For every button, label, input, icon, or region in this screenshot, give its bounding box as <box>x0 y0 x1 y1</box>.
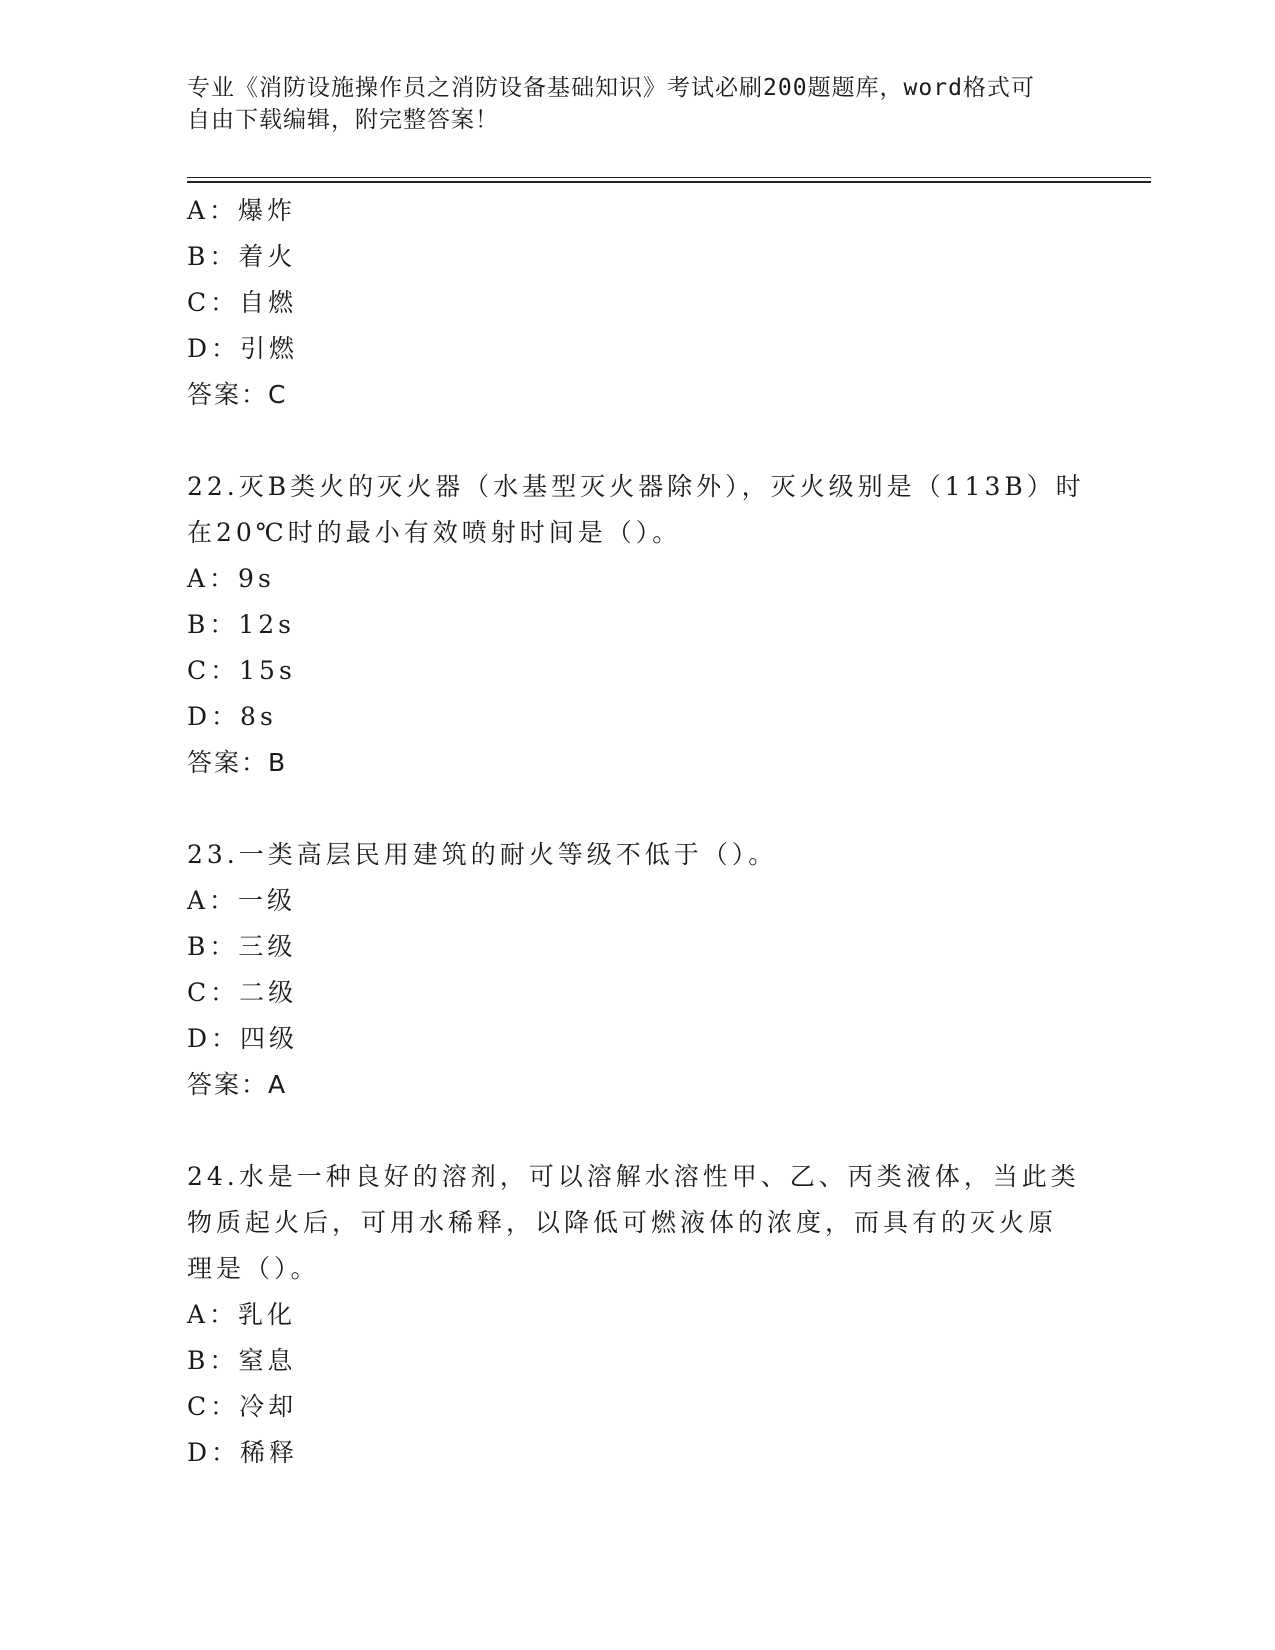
header-rule-thick <box>187 181 1151 183</box>
document-header <box>187 72 1087 136</box>
option-d: D：四级 <box>187 1024 299 1053</box>
question-text: 物质起火后，可用水稀释，以降低可燃液体的浓度，而具有的灭火原 <box>187 1208 1058 1237</box>
question-block-partial <box>187 188 1087 418</box>
answer-line: 答案：A <box>187 1070 288 1099</box>
question-text: 在20℃时的最小有效喷射时间是（）。 <box>187 518 682 547</box>
option-c: C：二级 <box>187 978 298 1007</box>
option-b: B：12s <box>187 610 296 639</box>
header-line-2: 自由下载编辑，附完整答案！ <box>187 107 499 133</box>
question-text: 23.一类高层民用建筑的耐火等级不低于（）。 <box>187 840 778 869</box>
option-d: D：引燃 <box>187 334 299 363</box>
question-block-23 <box>187 832 1087 1108</box>
question-list <box>187 188 1087 1476</box>
option-b: B：三级 <box>187 932 297 961</box>
option-c: C：冷却 <box>187 1392 298 1421</box>
option-a: A：乳化 <box>187 1300 297 1329</box>
answer-line: 答案：C <box>187 380 288 409</box>
question-text: 理是（）。 <box>187 1254 320 1283</box>
option-c: C：自燃 <box>187 288 298 317</box>
question-block-24 <box>187 1154 1087 1476</box>
option-b: B：窒息 <box>187 1346 297 1375</box>
answer-line: 答案：B <box>187 748 288 777</box>
option-d: D：8s <box>187 702 277 731</box>
question-text: 24.水是一种良好的溶剂，可以溶解水溶性甲、乙、丙类液体，当此类 <box>187 1162 1080 1191</box>
option-b: B：着火 <box>187 242 297 271</box>
header-line-1: 专业《消防设施操作员之消防设备基础知识》考试必刷200题题库，word格式可 <box>187 75 1035 101</box>
option-d: D：稀释 <box>187 1438 299 1467</box>
question-block-22 <box>187 464 1087 786</box>
option-a: A：爆炸 <box>187 196 297 225</box>
header-rule-thin <box>187 177 1151 178</box>
question-text: 22.灭B类火的灭火器（水基型灭火器除外），灭火级别是（113B）时 <box>187 472 1085 501</box>
option-a: A：一级 <box>187 886 297 915</box>
option-a: A：9s <box>187 564 275 593</box>
option-c: C：15s <box>187 656 296 685</box>
